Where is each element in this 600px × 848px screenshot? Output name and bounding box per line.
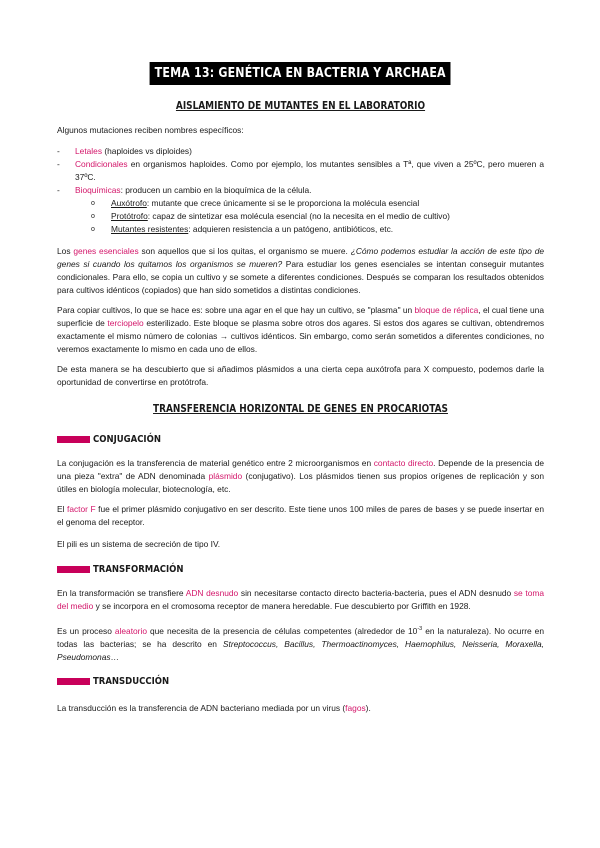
text-run: : adquieren resistencia a un patógeno, antibióticos, etc. bbox=[188, 224, 394, 234]
text-run: Para estudiar los genes esenciales se intentan conseguir mutantes condicionales. Para ello, se copia un cultivo y se somete a diferentes condiciones. Después se comparan los resultados obtenidos para cultivos idénticos (copiados) que han sido sometidos a distintas condiciones. bbox=[57, 259, 544, 295]
text-run: : producen un cambio en la bioquímica de la célula. bbox=[120, 185, 312, 195]
text-run: y se incorpora en el cromosoma receptor de manera heredable. Fue descubierto por Griffith en 1928. bbox=[93, 601, 471, 611]
paragraph bbox=[57, 363, 544, 389]
text-run: en organismos haploides. Como por ejemplo, los mutantes sensibles a Tª, que viven a 25ºC, pero mueren a 37ºC. bbox=[75, 159, 544, 182]
section-heading-transferencia: TRANSFERENCIA HORIZONTAL DE GENES EN PROCARIOTAS bbox=[153, 403, 448, 415]
paragraph bbox=[57, 457, 544, 496]
list-item bbox=[57, 210, 544, 223]
text-run: El pili es un sistema de secreción de tipo IV. bbox=[57, 539, 221, 549]
mutation-types-list bbox=[57, 145, 544, 236]
highlighted-term: contacto directo bbox=[373, 458, 434, 468]
paragraph bbox=[57, 702, 544, 715]
accent-bar bbox=[57, 566, 90, 573]
subsection-title: CONJUGACIÓN bbox=[93, 434, 161, 445]
text-run: son aquellos que si los quitas, el organismo se muere. bbox=[138, 246, 351, 256]
underlined-term: Auxótrofo bbox=[111, 198, 147, 208]
text-run: fue el primer plásmido conjugativo en ser descrito. Este tiene unos 100 miles de pares de bases y se puede insertar en el genoma del receptor. bbox=[57, 504, 544, 527]
highlighted-term: fagos bbox=[345, 702, 366, 713]
highlighted-term: Letales bbox=[75, 146, 103, 156]
text-run: : mutante que crece únicamente si se le proporciona la molécula esencial bbox=[146, 198, 420, 208]
text-run: que necesita de la presencia de células competentes (alrededor de 10 bbox=[147, 625, 418, 636]
highlighted-term: terciopelo bbox=[107, 318, 144, 328]
text-run: . Depende de la presencia de una pieza "extra" de ADN denominada bbox=[57, 458, 545, 481]
text-run: (conjugativo). Los plásmidos tienen sus propios orígenes de replicación y son útiles en biología molecular, biotecnología, etc. bbox=[57, 471, 544, 494]
text-run: sin necesitarse contacto directo bacteria-bacteria, pues el ADN desnudo bbox=[238, 588, 514, 598]
highlighted-term: se toma del medio bbox=[57, 588, 544, 611]
subsection-title: TRANSFORMACIÓN bbox=[93, 564, 184, 575]
subsection-title: TRANSDUCCIÓN bbox=[93, 675, 170, 687]
underlined-term: Mutantes resistentes bbox=[111, 224, 189, 234]
text-run: … bbox=[110, 651, 119, 662]
list-item bbox=[57, 184, 544, 197]
accent-bar bbox=[57, 678, 90, 685]
paragraph bbox=[57, 304, 544, 356]
intro-paragraph bbox=[57, 124, 544, 137]
text-run: De esta manera se ha descubierto que si añadimos plásmidos a una cierta cepa auxótrofa para X compuesto, podemos darle la oportunidad de convertirse en protótrofa. bbox=[57, 364, 544, 387]
highlighted-term: factor F bbox=[67, 504, 96, 514]
text-run: : capaz de sintetizar esa molécula esencial (no la necesita en el medio de cultivo) bbox=[147, 211, 450, 221]
text-run: ). bbox=[365, 702, 371, 713]
text-run: El bbox=[57, 504, 67, 514]
highlighted-term: bloque de réplica bbox=[414, 305, 479, 315]
text-run: La transducción es la transferencia de ADN bacteriano mediada por un virus ( bbox=[57, 702, 346, 713]
text-run: La conjugación es la transferencia de material genético entre 2 microorganismos en bbox=[57, 458, 374, 468]
subsection-heading-transformacion bbox=[57, 564, 544, 575]
text-run: (haploides vs diploides) bbox=[102, 146, 192, 156]
list-item bbox=[57, 197, 544, 210]
section-heading-aislamiento: AISLAMIENTO DE MUTANTES EN EL LABORATORIO bbox=[175, 100, 426, 112]
text-run: Los bbox=[57, 246, 74, 256]
subsection-heading-conjugacion bbox=[57, 434, 544, 445]
paragraph bbox=[57, 623, 544, 664]
text-run: Es un proceso bbox=[57, 625, 115, 636]
document-title: TEMA 13: GENÉTICA EN BACTERIA Y ARCHAEA bbox=[150, 62, 451, 85]
highlighted-term: Bioquímicas bbox=[75, 185, 121, 195]
text-run: , el cual tiene una superficie de bbox=[57, 305, 544, 328]
paragraph bbox=[57, 503, 544, 529]
paragraph bbox=[57, 587, 544, 613]
list-item bbox=[57, 158, 544, 184]
highlighted-term: genes esenciales bbox=[73, 246, 139, 256]
paragraph bbox=[57, 538, 544, 551]
italic-text: ¿Cómo podemos estudiar la acción de este tipo de genes si cuando los quitamos los organismos se mueren? bbox=[57, 246, 545, 269]
underlined-term: Protótrofo bbox=[111, 211, 148, 221]
list-item bbox=[57, 223, 544, 236]
italic-text: Streptococcus, Bacillus, Thermoactinomyces, Haemophilus, Neisseria, Moraxella, Pseudomonas bbox=[57, 638, 544, 662]
list-item bbox=[57, 145, 544, 158]
accent-bar bbox=[57, 436, 90, 443]
subsection-heading-transduccion bbox=[57, 676, 544, 687]
superscript: -3 bbox=[417, 626, 423, 632]
paragraph bbox=[57, 245, 544, 297]
highlighted-term: aleatorio bbox=[114, 625, 147, 636]
text-run: Algunos mutaciones reciben nombres específicos: bbox=[57, 125, 244, 135]
highlighted-term: Condicionales bbox=[75, 159, 128, 169]
text-run: en la naturaleza). No ocurre en todas las bacterias; se ha descrito en bbox=[57, 625, 544, 649]
highlighted-term: ADN desnudo bbox=[185, 588, 239, 598]
document-page bbox=[57, 0, 544, 715]
text-run: En la transformación se transfiere bbox=[57, 588, 186, 598]
text-run: Para copiar cultivos, lo que se hace es: sobre una agar en el que hay un cultivo, se "plasma" un bbox=[57, 305, 415, 315]
text-run: esterilizado. Este bloque se plasma sobre otros dos agares. Si estos dos agares se cultivan, obtendremos exactamente el mismo número de colonias → cultivos idénticos. Sin embargo, como serán sometidos a diferentes condiciones, no veremos exactamente lo mismo en cada uno de ellos. bbox=[57, 318, 545, 354]
highlighted-term: plásmido bbox=[208, 471, 243, 481]
